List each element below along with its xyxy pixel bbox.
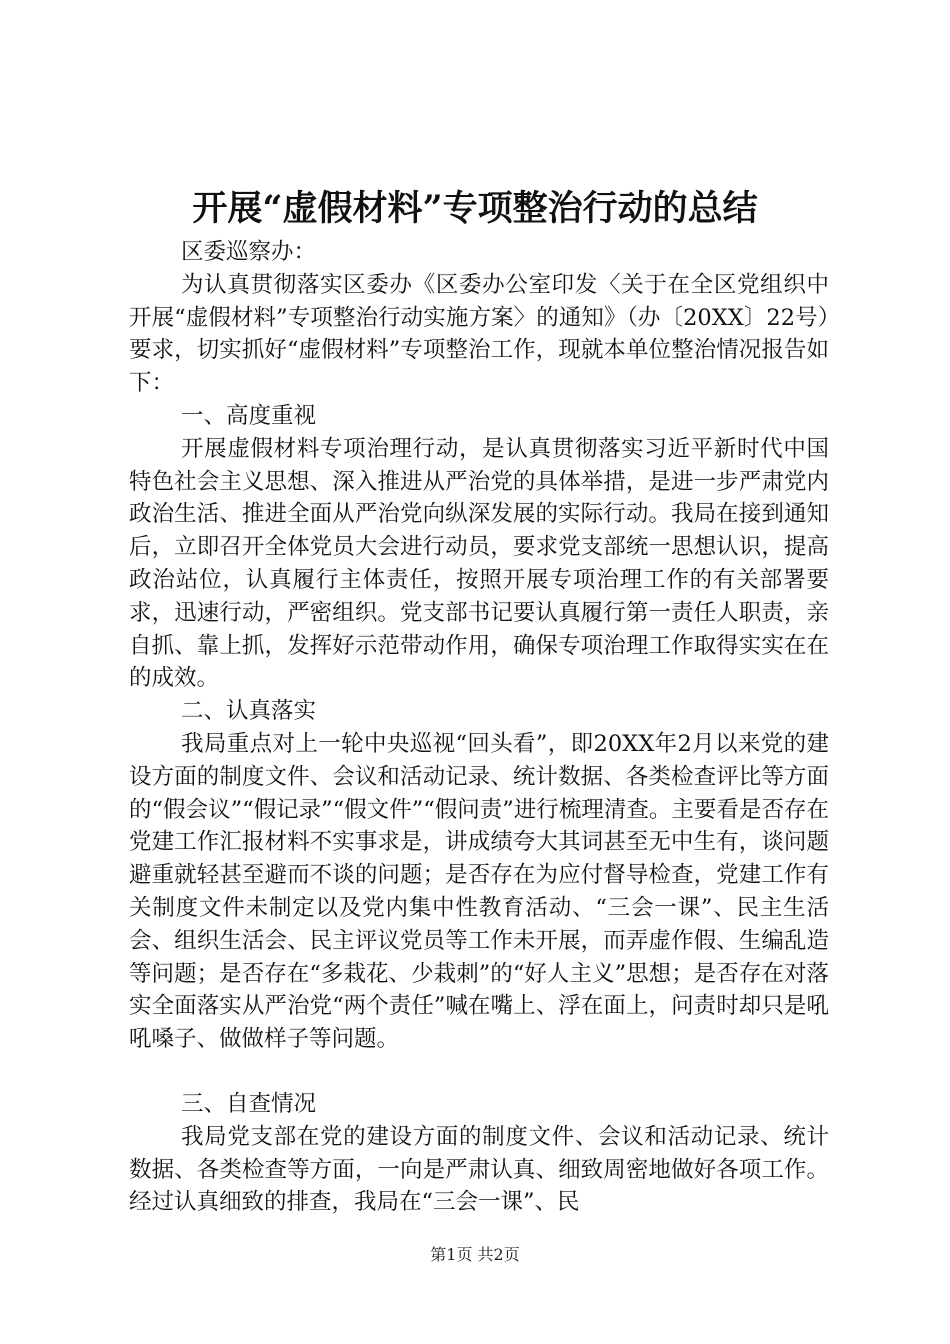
section-paragraph: 我局重点对上一轮中央巡视“回头看”，即20XX年2月以来党的建设方面的制度文件、会议和活动记录、统计数据、各类检查评比等方面的“假会议”“假记录”“假文件”“假问责”进行梳理清查。主要看是否存在党建工作汇报材料不实事求是，讲成绩夸大其词甚至无中生有，谈问题避重就轻甚至避而不谈的问题；是否存在为应付督导检查，党建工作有关制度文件未制定以及党内集中性教育活动、“三会一课”、民主生活会、组织生活会、民主评议党员等工作未开展，而弄虚作假、生编乱造等问题；是否存在“多栽花、少栽刺”的“好人主义”思想；是否存在对落实全面落实从严治党“两个责任”喊在嘴上、浮在面上，问责时却只是吼吼嗓子、做做样子等问题。 bbox=[129, 730, 829, 1053]
section-paragraph: 开展虚假材料专项治理行动，是认真贯彻落实习近平新时代中国特色社会主义思想、深入推进从严治党的具体举措，是进一步严肃党内政治生活、推进全面从严治党向纵深发展的实际行动。我局在接到通知后，立即召开全体党员大会进行动员，要求党支部统一思想认识，提高政治站位，认真履行主体责任，按照开展专项治理工作的有关部署要求，迅速行动，严密组织。党支部书记要认真履行第一责任人职责，亲自抓、靠上抓，发挥好示范带动作用，确保专项治理工作取得实实在在的成效。 bbox=[129, 435, 829, 692]
document-title: 开展“虚假材料”专项整治行动的总结 bbox=[192, 188, 758, 229]
intro-paragraph: 为认真贯彻落实区委办《区委办公室印发〈关于在全区党组织中开展“虚假材料”专项整治行动实施方案〉的通知》（办〔20XX〕22号）要求，切实抓好“虚假材料”专项整治工作，现就本单位整治情况报告如下： bbox=[129, 271, 829, 397]
page-number-footer: 第1页 共2页 bbox=[430, 1245, 520, 1264]
document-body bbox=[129, 236, 829, 1219]
section-heading: 一、高度重视 bbox=[181, 402, 317, 429]
section-paragraph: 我局党支部在党的建设方面的制度文件、会议和活动记录、统计数据、各类检查等方面，一向是严肃认真、细致周密地做好各项工作。经过认真细致的排查，我局在“三会一课”、民 bbox=[129, 1123, 829, 1216]
section-heading: 三、自查情况 bbox=[181, 1090, 317, 1117]
recipient-line: 区委巡察办： bbox=[181, 239, 317, 265]
section-heading: 二、认真落实 bbox=[181, 698, 317, 725]
paragraph-gap bbox=[129, 1056, 829, 1088]
